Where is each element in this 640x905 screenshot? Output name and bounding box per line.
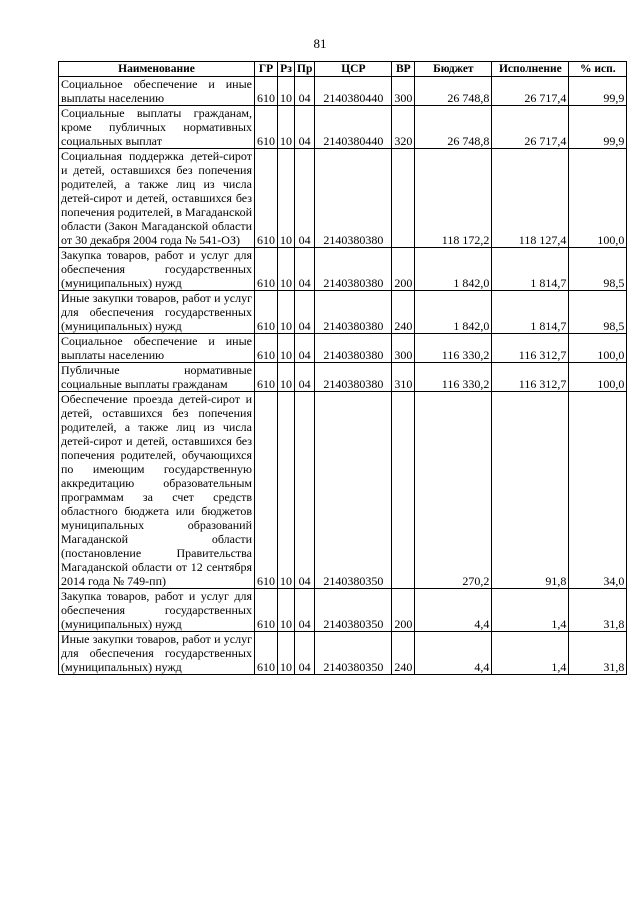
cell-gr: 610 <box>255 291 278 334</box>
cell-pr: 04 <box>295 77 315 106</box>
cell-execution: 116 312,7 <box>492 334 569 363</box>
cell-execution: 1,4 <box>492 589 569 632</box>
table-row <box>59 392 627 589</box>
column-header-percent: % исп. <box>569 62 627 77</box>
cell-name: Социальные выплаты гражданам, кроме публичных нормативных социальных выплат <box>59 106 255 149</box>
cell-vr: 310 <box>392 363 415 392</box>
cell-percent: 34,0 <box>569 392 627 589</box>
cell-percent: 100,0 <box>569 149 627 248</box>
cell-execution: 26 717,4 <box>492 77 569 106</box>
column-header-pr: Пр <box>295 62 315 77</box>
cell-execution: 1,4 <box>492 632 569 675</box>
column-header-gr: ГР <box>255 62 278 77</box>
table-row <box>59 291 627 334</box>
cell-gr: 610 <box>255 589 278 632</box>
cell-rz: 10 <box>278 334 295 363</box>
cell-vr <box>392 149 415 248</box>
cell-vr <box>392 392 415 589</box>
cell-budget: 4,4 <box>415 632 492 675</box>
cell-vr: 200 <box>392 589 415 632</box>
cell-csr: 2140380350 <box>315 632 392 675</box>
page-number: 81 <box>313 36 327 51</box>
cell-name: Закупка товаров, работ и услуг для обеспечения государственных (муниципальных) нужд <box>59 248 255 291</box>
cell-execution: 1 814,7 <box>492 248 569 291</box>
column-header-execution: Исполнение <box>492 62 569 77</box>
table-row <box>59 363 627 392</box>
cell-vr: 240 <box>392 632 415 675</box>
cell-csr: 2140380380 <box>315 291 392 334</box>
cell-percent: 100,0 <box>569 334 627 363</box>
cell-percent: 99,9 <box>569 106 627 149</box>
cell-execution: 91,8 <box>492 392 569 589</box>
column-header-name: Наименование <box>59 62 255 77</box>
cell-gr: 610 <box>255 363 278 392</box>
table-row <box>59 248 627 291</box>
cell-vr: 240 <box>392 291 415 334</box>
cell-percent: 99,9 <box>569 77 627 106</box>
column-header-vr: ВР <box>392 62 415 77</box>
cell-name: Закупка товаров, работ и услуг для обеспечения государственных (муниципальных) нужд <box>59 589 255 632</box>
cell-vr: 320 <box>392 106 415 149</box>
cell-pr: 04 <box>295 363 315 392</box>
cell-pr: 04 <box>295 291 315 334</box>
cell-pr: 04 <box>295 589 315 632</box>
cell-rz: 10 <box>278 363 295 392</box>
cell-vr: 300 <box>392 77 415 106</box>
cell-budget: 118 172,2 <box>415 149 492 248</box>
cell-rz: 10 <box>278 248 295 291</box>
cell-percent: 31,8 <box>569 589 627 632</box>
table-row <box>59 334 627 363</box>
table-row <box>59 589 627 632</box>
column-header-csr: ЦСР <box>315 62 392 77</box>
cell-pr: 04 <box>295 334 315 363</box>
cell-csr: 2140380440 <box>315 77 392 106</box>
cell-percent: 31,8 <box>569 632 627 675</box>
cell-budget: 4,4 <box>415 589 492 632</box>
cell-budget: 26 748,8 <box>415 77 492 106</box>
cell-gr: 610 <box>255 632 278 675</box>
cell-pr: 04 <box>295 392 315 589</box>
cell-budget: 26 748,8 <box>415 106 492 149</box>
cell-gr: 610 <box>255 392 278 589</box>
cell-pr: 04 <box>295 106 315 149</box>
cell-rz: 10 <box>278 149 295 248</box>
table-row <box>59 106 627 149</box>
cell-budget: 1 842,0 <box>415 248 492 291</box>
cell-name: Иные закупки товаров, работ и услуг для обеспечения государственных (муниципальных) нужд <box>59 632 255 675</box>
cell-name: Обеспечение проезда детей-сирот и детей, оставшихся без попечения родителей, а также лиц из числа детей-сирот и детей, оставшихся без попечения родителей, обучающихся по имеющим государственную аккредитацию образовательным программам за счет средств областного бюджета или бюджетов муниципальных образований Магаданской области (постановление Правительства Магаданской области от 12 сентября 2014 года № 749-пп) <box>59 392 255 589</box>
cell-pr: 04 <box>295 632 315 675</box>
cell-rz: 10 <box>278 632 295 675</box>
table-row <box>59 632 627 675</box>
cell-percent: 98,5 <box>569 248 627 291</box>
cell-rz: 10 <box>278 291 295 334</box>
cell-percent: 98,5 <box>569 291 627 334</box>
cell-csr: 2140380380 <box>315 363 392 392</box>
cell-budget: 116 330,2 <box>415 334 492 363</box>
cell-name: Социальное обеспечение и иные выплаты населению <box>59 77 255 106</box>
cell-gr: 610 <box>255 334 278 363</box>
cell-budget: 270,2 <box>415 392 492 589</box>
cell-execution: 26 717,4 <box>492 106 569 149</box>
cell-gr: 610 <box>255 248 278 291</box>
cell-name: Иные закупки товаров, работ и услуг для обеспечения государственных (муниципальных) нужд <box>59 291 255 334</box>
cell-name: Социальное обеспечение и иные выплаты населению <box>59 334 255 363</box>
cell-pr: 04 <box>295 149 315 248</box>
cell-vr: 200 <box>392 248 415 291</box>
cell-pr: 04 <box>295 248 315 291</box>
cell-rz: 10 <box>278 77 295 106</box>
cell-csr: 2140380440 <box>315 106 392 149</box>
cell-csr: 2140380350 <box>315 392 392 589</box>
table-row <box>59 149 627 248</box>
column-header-budget: Бюджет <box>415 62 492 77</box>
cell-execution: 116 312,7 <box>492 363 569 392</box>
cell-gr: 610 <box>255 77 278 106</box>
cell-csr: 2140380380 <box>315 334 392 363</box>
cell-csr: 2140380380 <box>315 248 392 291</box>
cell-rz: 10 <box>278 106 295 149</box>
cell-budget: 1 842,0 <box>415 291 492 334</box>
column-header-rz: Рз <box>278 62 295 77</box>
cell-rz: 10 <box>278 589 295 632</box>
cell-csr: 2140380380 <box>315 149 392 248</box>
cell-vr: 300 <box>392 334 415 363</box>
cell-budget: 116 330,2 <box>415 363 492 392</box>
cell-gr: 610 <box>255 106 278 149</box>
cell-rz: 10 <box>278 392 295 589</box>
cell-name: Социальная поддержка детей-сирот и детей, оставшихся без попечения родителей, а также лиц из числа детей-сирот и детей, оставшихся без попечения родителей, в Магаданской области (Закон Магаданской области от 30 декабря 2004 года № 541-ОЗ) <box>59 149 255 248</box>
table-header-row <box>59 62 627 77</box>
cell-name: Публичные нормативные социальные выплаты гражданам <box>59 363 255 392</box>
cell-csr: 2140380350 <box>315 589 392 632</box>
cell-execution: 118 127,4 <box>492 149 569 248</box>
cell-execution: 1 814,7 <box>492 291 569 334</box>
cell-percent: 100,0 <box>569 363 627 392</box>
budget-table <box>58 61 627 675</box>
table-row <box>59 77 627 106</box>
cell-gr: 610 <box>255 149 278 248</box>
